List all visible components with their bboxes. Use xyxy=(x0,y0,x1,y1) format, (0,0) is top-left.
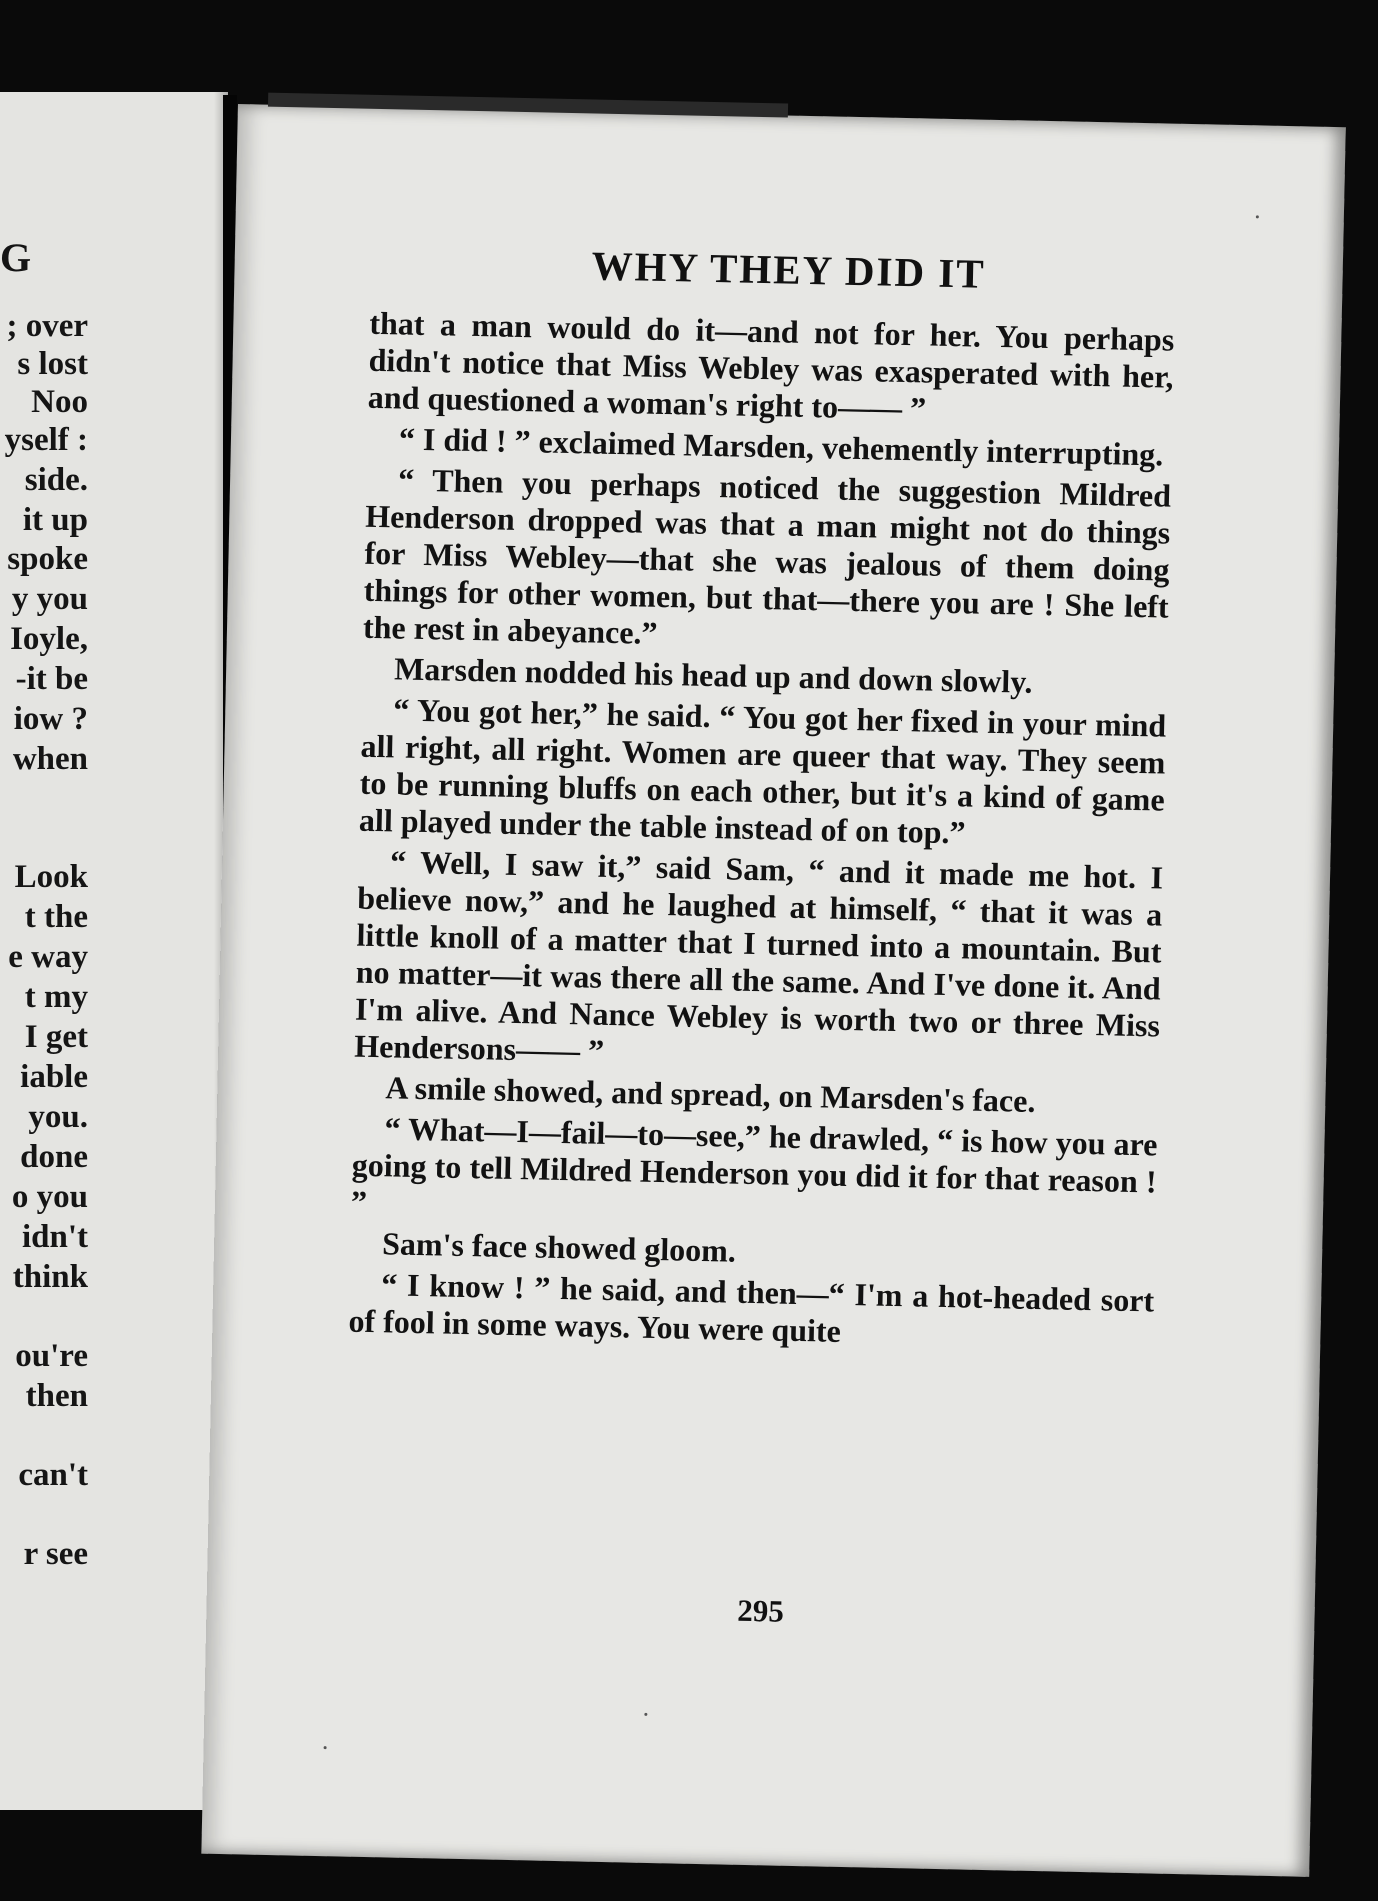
paragraph: that a man would do it—and not for her. You perhaps didn't notice that Miss Webley was exasperated with her, and questioned a woman's right to—— ” xyxy=(367,304,1175,427)
left-facing-page xyxy=(0,92,228,1810)
paragraph: Sam's face showed gloom. xyxy=(381,1225,737,1269)
paper-speck xyxy=(644,1713,647,1716)
left-page-line-fragment: Ioyle, xyxy=(10,621,88,657)
left-page-line-fragment: -it be xyxy=(15,661,88,697)
book-page xyxy=(201,104,1345,1877)
left-page-line-fragment: y you xyxy=(11,581,88,617)
paragraph: “ I know ! ” he said, and then—“ I'm a hot-headed sort of fool in some ways. You were quite xyxy=(348,1266,1155,1349)
page-top-edge xyxy=(268,93,788,118)
left-page-line-fragment: done xyxy=(20,1139,88,1175)
running-head: WHY THEY DID IT xyxy=(591,242,987,297)
body-text xyxy=(348,305,1175,1361)
left-page-line-fragment: t the xyxy=(24,899,88,935)
left-page-line-fragment: s lost xyxy=(17,346,88,382)
left-page-line-fragment: r see xyxy=(23,1536,88,1572)
page-number: 295 xyxy=(736,1592,785,1629)
paragraph: Marsden nodded his head up and down slowly. xyxy=(393,650,1033,700)
left-page-line-fragment: ou're xyxy=(15,1338,88,1374)
left-page-line-fragment: think xyxy=(12,1259,88,1295)
paragraph: “ Then you perhaps noticed the suggestion Mildred Henderson dropped was that a man might not do things for Miss Webley—that she was jealous of them doing things for other women, but that—there you are ! She left the rest in abeyance.” xyxy=(362,461,1172,651)
left-page-line-fragment: spoke xyxy=(7,541,88,577)
left-page-line-fragment: iow ? xyxy=(13,701,88,737)
left-page-running-head-fragment: G xyxy=(0,235,32,280)
left-page-line-fragment: when xyxy=(12,741,88,777)
left-page-line-fragment: then xyxy=(25,1378,88,1414)
left-page-line-fragment: you. xyxy=(28,1099,88,1135)
left-page-line-fragment: o you xyxy=(11,1179,88,1215)
paragraph: “ You got her,” he said. “ You got her fixed in your mind all right, all right. Women are queer that way. They seem to be running bluffs on each other, but it's a kind of game all played under the table instead of on top.” xyxy=(358,691,1167,851)
paragraph: A smile showed, and spread, on Marsden's face. xyxy=(385,1069,1036,1119)
left-page-line-fragment: t my xyxy=(24,979,88,1015)
left-page-line-fragment: can't xyxy=(18,1457,88,1493)
left-page-line-fragment: Look xyxy=(14,859,88,895)
paragraph: “ I did ! ” exclaimed Marsden, vehemently interrupting. xyxy=(398,420,1164,473)
left-page-line-fragment: side. xyxy=(24,462,88,498)
left-page-line-fragment: idn't xyxy=(21,1219,88,1255)
paper-speck xyxy=(1256,215,1259,218)
paper-speck xyxy=(324,1746,327,1749)
left-page-line-fragment: yself : xyxy=(4,422,88,458)
paragraph: “ What—I—fail—to—see,” he drawled, “ is how you are going to tell Mildred Henderson you did it for that reason ! ” xyxy=(350,1110,1158,1220)
left-page-line-fragment: ; over xyxy=(6,308,88,344)
left-page-line-fragment: e way xyxy=(8,939,88,975)
left-page-line-fragment: Noo xyxy=(31,384,88,420)
left-page-line-fragment: it up xyxy=(22,502,88,538)
paragraph: “ Well, I saw it,” said Sam, “ and it made me hot. I believe now,” and he laughed at himself, “ that it was a little knoll of a matter that I turned into a mountain. But no matter—it was there all the same. And I've done it. And I'm alive. And Nance Webley is worth two or three Miss Hendersons—— ” xyxy=(353,843,1164,1069)
left-page-line-fragment: iable xyxy=(20,1059,88,1095)
left-page-line-fragment: I get xyxy=(24,1019,88,1055)
